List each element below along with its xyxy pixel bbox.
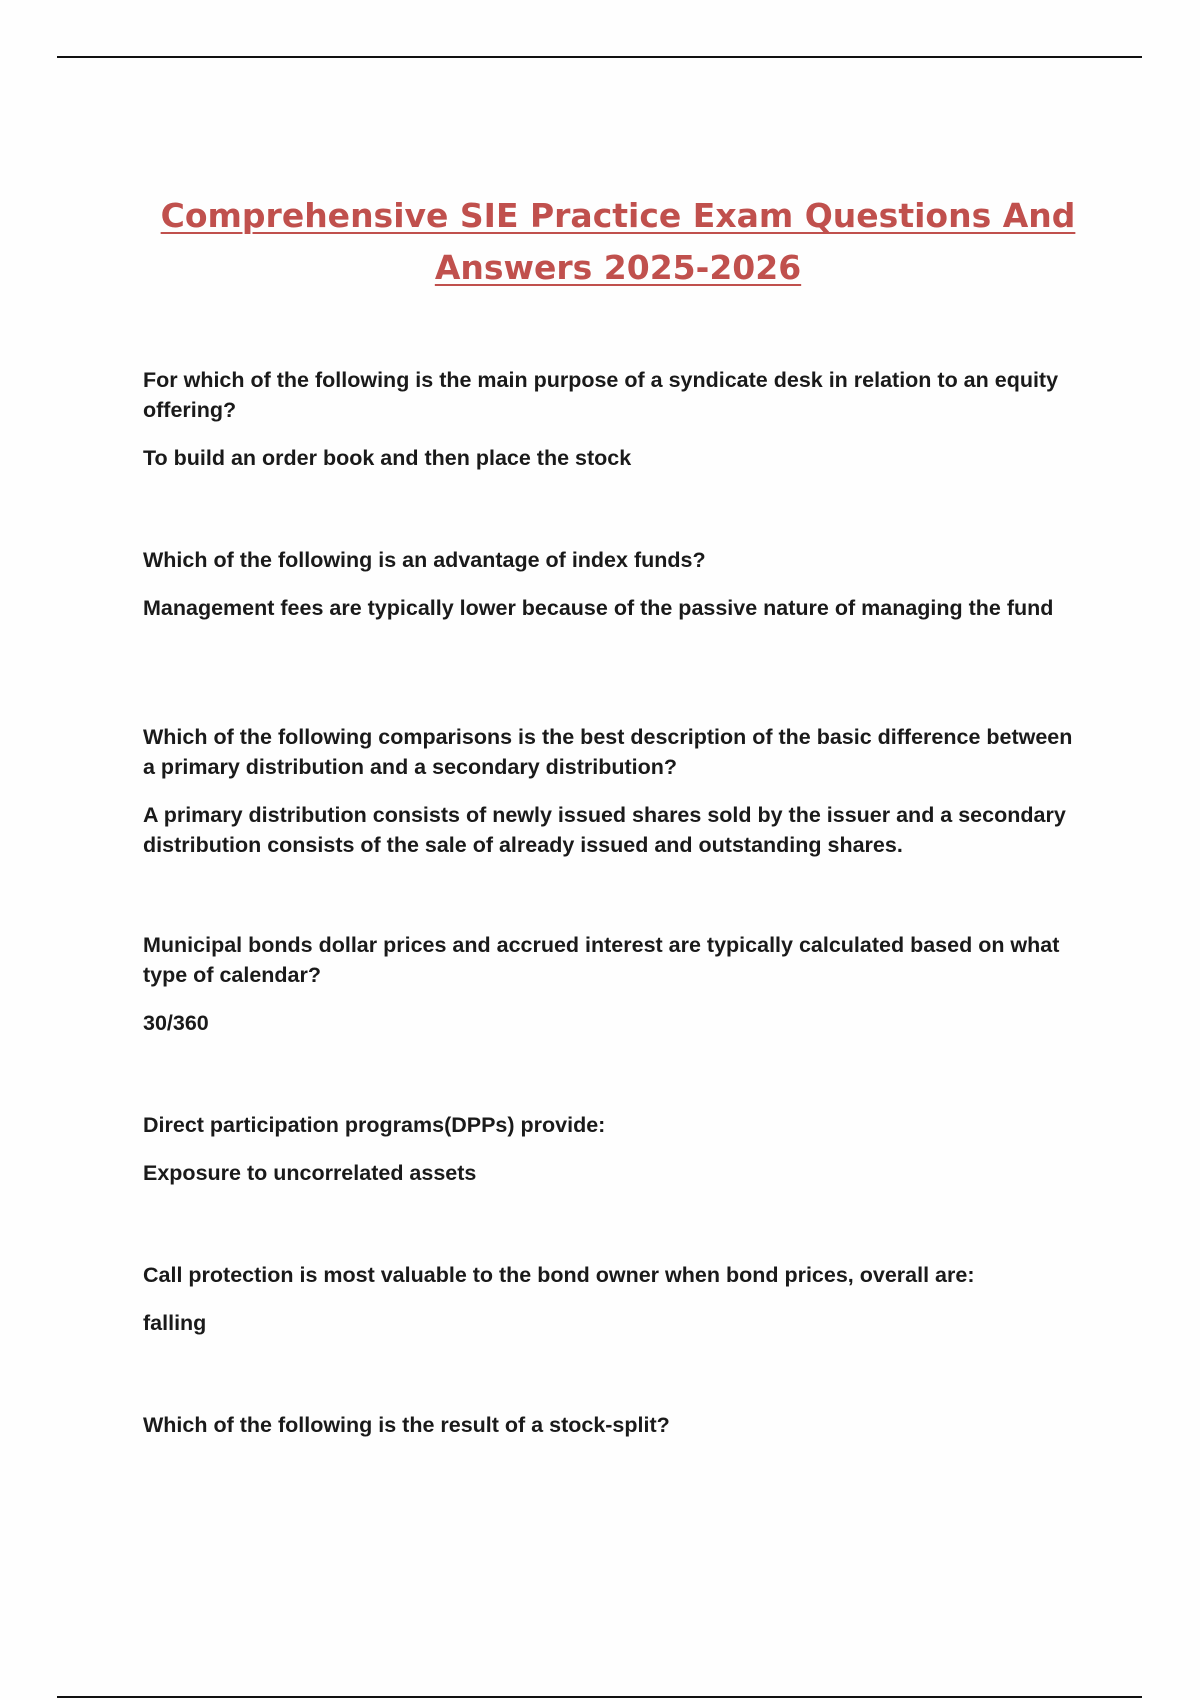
- answer-6: falling: [143, 1311, 207, 1335]
- qa-item-4: [143, 930, 1083, 1038]
- question-2: Which of the following is an advantage of index funds?: [143, 548, 706, 572]
- top-rule: [57, 56, 1142, 58]
- question-3: Which of the following comparisons is the best description of the basic difference between a primary distribution and a secondary distribution?: [143, 725, 1073, 779]
- qa-item-3: [143, 722, 1083, 860]
- question-6: Call protection is most valuable to the bond owner when bond prices, overall are:: [143, 1263, 975, 1287]
- question-4: Municipal bonds dollar prices and accrued interest are typically calculated based on what type of calendar?: [143, 933, 1060, 987]
- answer-2: Management fees are typically lower because of the passive nature of managing the fund: [143, 596, 1054, 620]
- qa-item-7: [143, 1410, 1083, 1440]
- qa-item-1: [143, 365, 1083, 473]
- bottom-rule: [57, 1696, 1142, 1698]
- question-5: Direct participation programs(DPPs) provide:: [143, 1113, 606, 1137]
- answer-5: Exposure to uncorrelated assets: [143, 1161, 477, 1185]
- question-7: Which of the following is the result of a stock-split?: [143, 1413, 670, 1437]
- qa-item-2: [143, 545, 1083, 623]
- answer-4: 30/360: [143, 1011, 209, 1035]
- title-line-2: Answers 2025-2026: [434, 248, 802, 287]
- answer-3: A primary distribution consists of newly issued shares sold by the issuer and a secondary distribution consists of the sale of already issued and outstanding shares.: [143, 803, 1066, 857]
- question-1: For which of the following is the main purpose of a syndicate desk in relation to an equity offering?: [143, 368, 1059, 422]
- qa-item-5: [143, 1110, 1083, 1188]
- answer-1: To build an order book and then place the stock: [143, 446, 632, 470]
- qa-item-6: [143, 1260, 1083, 1338]
- document-title: [120, 190, 1116, 294]
- title-line-1: Comprehensive SIE Practice Exam Questions And: [160, 196, 1076, 235]
